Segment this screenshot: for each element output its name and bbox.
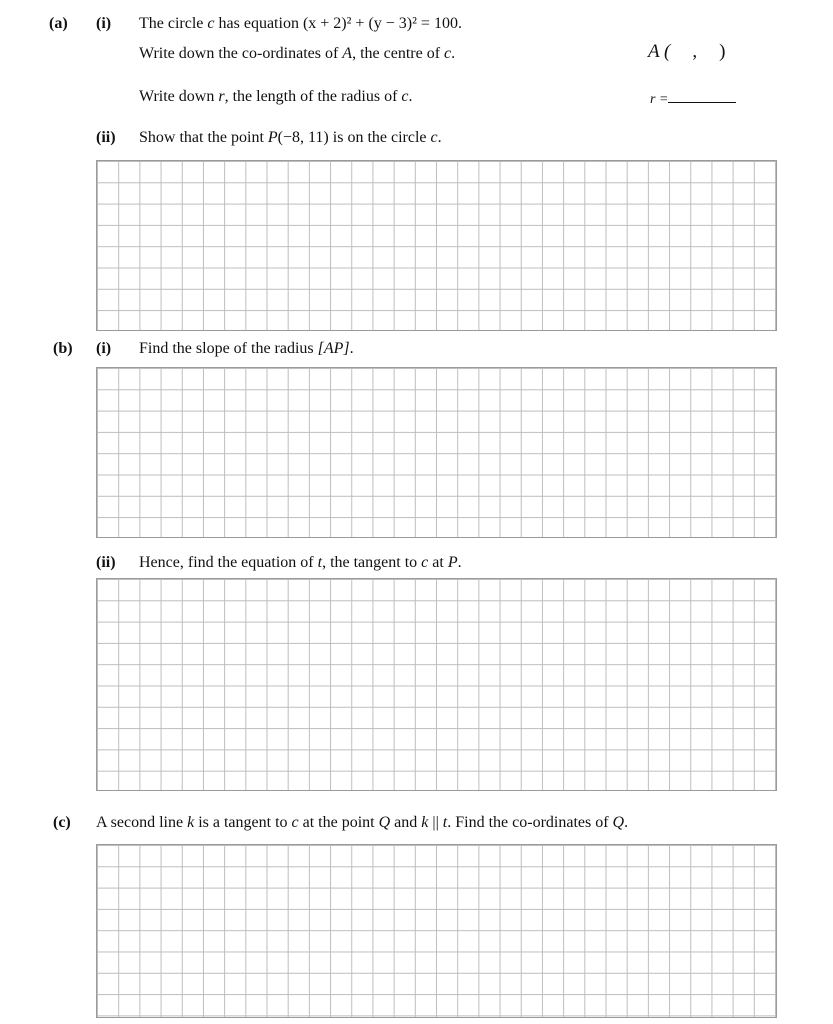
answer-grid-b-i[interactable]	[96, 367, 777, 538]
part-a-i-centre-prompt: Write down the co-ordinates of A, the centre of c.	[139, 45, 456, 62]
part-a-i-label: (i)	[96, 15, 112, 32]
part-b-ii-label: (ii)	[96, 554, 116, 571]
part-b-ii-question: Hence, find the equation of t, the tangent to c at P.	[139, 554, 462, 571]
part-a-label: (a)	[49, 15, 68, 32]
part-b-i-label: (i)	[96, 340, 112, 357]
answer-grid-a-ii[interactable]	[96, 160, 777, 331]
circle-equation: (x + 2)² + (y − 3)² = 100.	[302, 15, 462, 32]
answer-grid-c[interactable]	[96, 844, 777, 1018]
part-a-i-radius-prompt: Write down r, the length of the radius of c.	[139, 88, 413, 105]
radius-answer-blank[interactable]	[668, 88, 736, 103]
radius-answer-field[interactable]: r =	[650, 88, 736, 110]
part-a-ii-question: Show that the point P(−8, 11) is on the circle c.	[139, 129, 442, 146]
part-a-ii-label: (ii)	[96, 129, 116, 146]
centre-answer-field[interactable]: A ( , )	[648, 41, 726, 62]
part-b-label: (b)	[53, 340, 73, 357]
part-c-question: A second line k is a tangent to c at the point Q and k || t. Find the co-ordinates of Q.	[96, 814, 629, 831]
answer-grid-b-ii[interactable]	[96, 578, 777, 791]
part-b-i-question: Find the slope of the radius [AP].	[139, 340, 354, 357]
part-a-i-question: The circle c has equation (x + 2)² + (y − 3)² = 100.	[139, 15, 462, 32]
part-c-label: (c)	[53, 814, 71, 831]
